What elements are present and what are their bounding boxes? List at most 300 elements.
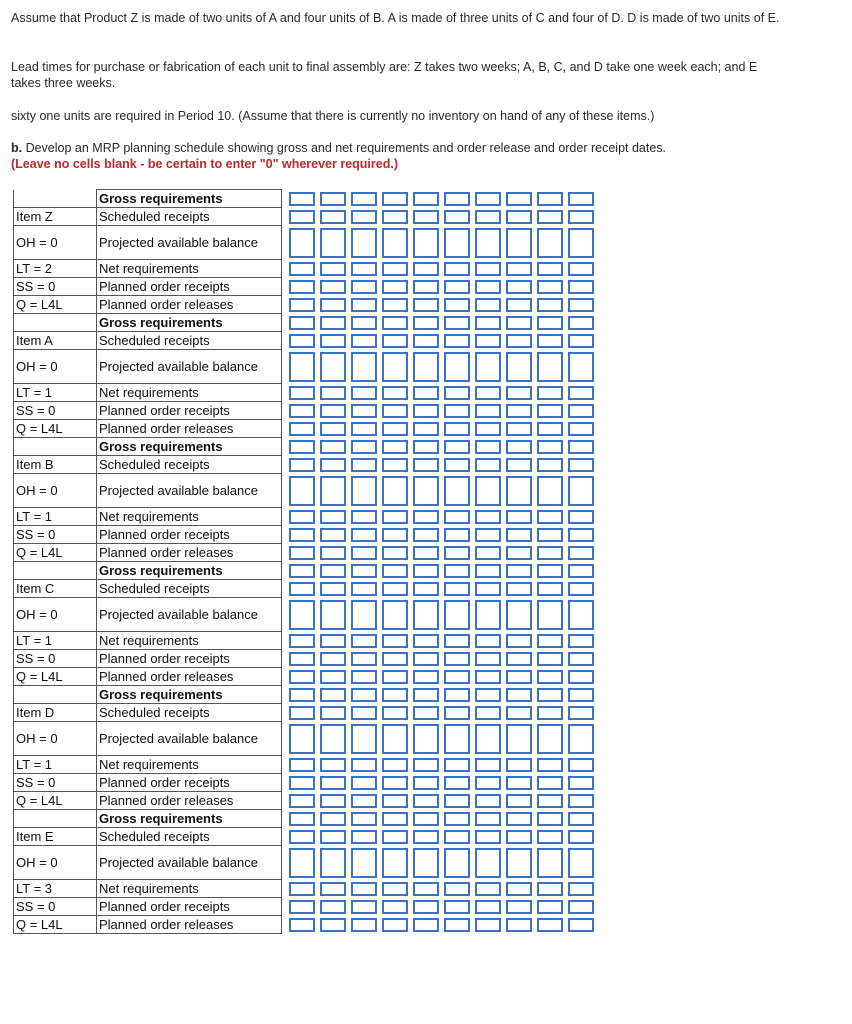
period-input[interactable]	[351, 280, 377, 294]
period-input[interactable]	[289, 280, 315, 294]
period-input[interactable]	[320, 280, 346, 294]
period-input[interactable]	[413, 582, 439, 596]
period-input[interactable]	[568, 280, 594, 294]
period-input[interactable]	[444, 422, 470, 436]
period-input[interactable]	[289, 812, 315, 826]
period-input[interactable]	[475, 404, 501, 418]
period-input[interactable]	[537, 812, 563, 826]
period-input[interactable]	[506, 582, 532, 596]
period-input[interactable]	[320, 476, 346, 506]
period-input[interactable]	[413, 280, 439, 294]
period-input[interactable]	[413, 688, 439, 702]
period-input[interactable]	[413, 404, 439, 418]
period-input[interactable]	[537, 882, 563, 896]
period-input[interactable]	[506, 900, 532, 914]
period-input[interactable]	[320, 528, 346, 542]
period-input[interactable]	[351, 882, 377, 896]
period-input[interactable]	[506, 458, 532, 472]
period-input[interactable]	[568, 316, 594, 330]
period-input[interactable]	[568, 404, 594, 418]
period-input[interactable]	[289, 546, 315, 560]
period-input[interactable]	[537, 848, 563, 878]
period-input[interactable]	[444, 776, 470, 790]
period-input[interactable]	[506, 600, 532, 630]
period-input[interactable]	[289, 794, 315, 808]
period-input[interactable]	[289, 334, 315, 348]
period-input[interactable]	[320, 334, 346, 348]
period-input[interactable]	[568, 298, 594, 312]
period-input[interactable]	[351, 830, 377, 844]
period-input[interactable]	[289, 386, 315, 400]
period-input[interactable]	[444, 848, 470, 878]
period-input[interactable]	[413, 262, 439, 276]
period-input[interactable]	[289, 918, 315, 932]
period-input[interactable]	[475, 882, 501, 896]
period-input[interactable]	[475, 386, 501, 400]
period-input[interactable]	[475, 758, 501, 772]
period-input[interactable]	[413, 812, 439, 826]
period-input[interactable]	[413, 298, 439, 312]
period-input[interactable]	[320, 776, 346, 790]
period-input[interactable]	[382, 262, 408, 276]
period-input[interactable]	[506, 634, 532, 648]
period-input[interactable]	[537, 794, 563, 808]
period-input[interactable]	[413, 352, 439, 382]
period-input[interactable]	[568, 706, 594, 720]
period-input[interactable]	[506, 280, 532, 294]
period-input[interactable]	[506, 192, 532, 206]
period-input[interactable]	[444, 528, 470, 542]
period-input[interactable]	[382, 440, 408, 454]
period-input[interactable]	[351, 404, 377, 418]
period-input[interactable]	[475, 528, 501, 542]
period-input[interactable]	[568, 688, 594, 702]
period-input[interactable]	[475, 582, 501, 596]
period-input[interactable]	[320, 582, 346, 596]
period-input[interactable]	[444, 386, 470, 400]
period-input[interactable]	[537, 546, 563, 560]
period-input[interactable]	[320, 758, 346, 772]
period-input[interactable]	[320, 228, 346, 258]
period-input[interactable]	[506, 848, 532, 878]
period-input[interactable]	[537, 228, 563, 258]
period-input[interactable]	[568, 848, 594, 878]
period-input[interactable]	[382, 476, 408, 506]
period-input[interactable]	[413, 458, 439, 472]
period-input[interactable]	[289, 758, 315, 772]
period-input[interactable]	[506, 688, 532, 702]
period-input[interactable]	[568, 830, 594, 844]
period-input[interactable]	[537, 528, 563, 542]
period-input[interactable]	[320, 830, 346, 844]
period-input[interactable]	[475, 652, 501, 666]
period-input[interactable]	[568, 228, 594, 258]
period-input[interactable]	[506, 262, 532, 276]
period-input[interactable]	[475, 670, 501, 684]
period-input[interactable]	[568, 758, 594, 772]
period-input[interactable]	[382, 228, 408, 258]
period-input[interactable]	[289, 352, 315, 382]
period-input[interactable]	[382, 528, 408, 542]
period-input[interactable]	[568, 670, 594, 684]
period-input[interactable]	[568, 440, 594, 454]
period-input[interactable]	[382, 830, 408, 844]
period-input[interactable]	[475, 192, 501, 206]
period-input[interactable]	[506, 794, 532, 808]
period-input[interactable]	[351, 334, 377, 348]
period-input[interactable]	[351, 440, 377, 454]
period-input[interactable]	[413, 528, 439, 542]
period-input[interactable]	[506, 228, 532, 258]
period-input[interactable]	[444, 510, 470, 524]
period-input[interactable]	[289, 670, 315, 684]
period-input[interactable]	[413, 724, 439, 754]
period-input[interactable]	[320, 724, 346, 754]
period-input[interactable]	[382, 918, 408, 932]
period-input[interactable]	[475, 262, 501, 276]
period-input[interactable]	[537, 758, 563, 772]
period-input[interactable]	[413, 600, 439, 630]
period-input[interactable]	[506, 724, 532, 754]
period-input[interactable]	[351, 458, 377, 472]
period-input[interactable]	[444, 600, 470, 630]
period-input[interactable]	[351, 706, 377, 720]
period-input[interactable]	[320, 848, 346, 878]
period-input[interactable]	[351, 210, 377, 224]
period-input[interactable]	[351, 510, 377, 524]
period-input[interactable]	[444, 724, 470, 754]
period-input[interactable]	[568, 352, 594, 382]
period-input[interactable]	[320, 794, 346, 808]
period-input[interactable]	[475, 510, 501, 524]
period-input[interactable]	[475, 918, 501, 932]
period-input[interactable]	[289, 528, 315, 542]
period-input[interactable]	[475, 476, 501, 506]
period-input[interactable]	[351, 262, 377, 276]
period-input[interactable]	[351, 528, 377, 542]
period-input[interactable]	[475, 228, 501, 258]
period-input[interactable]	[568, 422, 594, 436]
period-input[interactable]	[382, 794, 408, 808]
period-input[interactable]	[382, 458, 408, 472]
period-input[interactable]	[320, 440, 346, 454]
period-input[interactable]	[382, 422, 408, 436]
period-input[interactable]	[475, 794, 501, 808]
period-input[interactable]	[444, 812, 470, 826]
period-input[interactable]	[444, 918, 470, 932]
period-input[interactable]	[289, 652, 315, 666]
period-input[interactable]	[537, 900, 563, 914]
period-input[interactable]	[537, 582, 563, 596]
period-input[interactable]	[568, 776, 594, 790]
period-input[interactable]	[382, 334, 408, 348]
period-input[interactable]	[568, 334, 594, 348]
period-input[interactable]	[506, 812, 532, 826]
period-input[interactable]	[320, 404, 346, 418]
period-input[interactable]	[351, 918, 377, 932]
period-input[interactable]	[289, 688, 315, 702]
period-input[interactable]	[413, 510, 439, 524]
period-input[interactable]	[537, 670, 563, 684]
period-input[interactable]	[475, 210, 501, 224]
period-input[interactable]	[382, 546, 408, 560]
period-input[interactable]	[382, 316, 408, 330]
period-input[interactable]	[320, 706, 346, 720]
period-input[interactable]	[382, 652, 408, 666]
period-input[interactable]	[289, 724, 315, 754]
period-input[interactable]	[537, 440, 563, 454]
period-input[interactable]	[382, 882, 408, 896]
period-input[interactable]	[382, 848, 408, 878]
period-input[interactable]	[351, 352, 377, 382]
period-input[interactable]	[382, 900, 408, 914]
period-input[interactable]	[382, 670, 408, 684]
period-input[interactable]	[413, 634, 439, 648]
period-input[interactable]	[382, 812, 408, 826]
period-input[interactable]	[382, 192, 408, 206]
period-input[interactable]	[320, 652, 346, 666]
period-input[interactable]	[475, 688, 501, 702]
period-input[interactable]	[506, 546, 532, 560]
period-input[interactable]	[320, 600, 346, 630]
period-input[interactable]	[537, 918, 563, 932]
period-input[interactable]	[289, 776, 315, 790]
period-input[interactable]	[351, 316, 377, 330]
period-input[interactable]	[289, 316, 315, 330]
period-input[interactable]	[568, 192, 594, 206]
period-input[interactable]	[568, 794, 594, 808]
period-input[interactable]	[382, 510, 408, 524]
period-input[interactable]	[289, 458, 315, 472]
period-input[interactable]	[475, 848, 501, 878]
period-input[interactable]	[413, 670, 439, 684]
period-input[interactable]	[537, 830, 563, 844]
period-input[interactable]	[382, 600, 408, 630]
period-input[interactable]	[475, 776, 501, 790]
period-input[interactable]	[506, 882, 532, 896]
period-input[interactable]	[289, 422, 315, 436]
period-input[interactable]	[351, 634, 377, 648]
period-input[interactable]	[537, 706, 563, 720]
period-input[interactable]	[289, 582, 315, 596]
period-input[interactable]	[568, 262, 594, 276]
period-input[interactable]	[537, 600, 563, 630]
period-input[interactable]	[475, 316, 501, 330]
period-input[interactable]	[444, 706, 470, 720]
period-input[interactable]	[537, 688, 563, 702]
period-input[interactable]	[537, 316, 563, 330]
period-input[interactable]	[537, 724, 563, 754]
period-input[interactable]	[382, 352, 408, 382]
period-input[interactable]	[444, 546, 470, 560]
period-input[interactable]	[537, 510, 563, 524]
period-input[interactable]	[444, 352, 470, 382]
period-input[interactable]	[444, 688, 470, 702]
period-input[interactable]	[537, 564, 563, 578]
period-input[interactable]	[382, 724, 408, 754]
period-input[interactable]	[351, 564, 377, 578]
period-input[interactable]	[289, 192, 315, 206]
period-input[interactable]	[444, 280, 470, 294]
period-input[interactable]	[351, 192, 377, 206]
period-input[interactable]	[506, 776, 532, 790]
period-input[interactable]	[413, 706, 439, 720]
period-input[interactable]	[506, 510, 532, 524]
period-input[interactable]	[506, 564, 532, 578]
period-input[interactable]	[351, 670, 377, 684]
period-input[interactable]	[444, 210, 470, 224]
period-input[interactable]	[506, 440, 532, 454]
period-input[interactable]	[351, 848, 377, 878]
period-input[interactable]	[289, 210, 315, 224]
period-input[interactable]	[444, 298, 470, 312]
period-input[interactable]	[382, 386, 408, 400]
period-input[interactable]	[475, 564, 501, 578]
period-input[interactable]	[351, 652, 377, 666]
period-input[interactable]	[382, 634, 408, 648]
period-input[interactable]	[444, 334, 470, 348]
period-input[interactable]	[289, 900, 315, 914]
period-input[interactable]	[289, 564, 315, 578]
period-input[interactable]	[289, 262, 315, 276]
period-input[interactable]	[568, 546, 594, 560]
period-input[interactable]	[444, 670, 470, 684]
period-input[interactable]	[444, 440, 470, 454]
period-input[interactable]	[413, 440, 439, 454]
period-input[interactable]	[320, 262, 346, 276]
period-input[interactable]	[413, 476, 439, 506]
period-input[interactable]	[537, 280, 563, 294]
period-input[interactable]	[351, 546, 377, 560]
period-input[interactable]	[506, 706, 532, 720]
period-input[interactable]	[444, 458, 470, 472]
period-input[interactable]	[289, 228, 315, 258]
period-input[interactable]	[506, 528, 532, 542]
period-input[interactable]	[475, 706, 501, 720]
period-input[interactable]	[568, 634, 594, 648]
period-input[interactable]	[506, 316, 532, 330]
period-input[interactable]	[568, 386, 594, 400]
period-input[interactable]	[537, 476, 563, 506]
period-input[interactable]	[413, 882, 439, 896]
period-input[interactable]	[289, 848, 315, 878]
period-input[interactable]	[444, 476, 470, 506]
period-input[interactable]	[289, 404, 315, 418]
period-input[interactable]	[351, 228, 377, 258]
period-input[interactable]	[413, 776, 439, 790]
period-input[interactable]	[475, 440, 501, 454]
period-input[interactable]	[568, 476, 594, 506]
period-input[interactable]	[320, 510, 346, 524]
period-input[interactable]	[444, 228, 470, 258]
period-input[interactable]	[537, 404, 563, 418]
period-input[interactable]	[537, 422, 563, 436]
period-input[interactable]	[568, 918, 594, 932]
period-input[interactable]	[413, 192, 439, 206]
period-input[interactable]	[413, 848, 439, 878]
period-input[interactable]	[568, 900, 594, 914]
period-input[interactable]	[351, 298, 377, 312]
period-input[interactable]	[506, 386, 532, 400]
period-input[interactable]	[475, 422, 501, 436]
period-input[interactable]	[537, 776, 563, 790]
period-input[interactable]	[506, 352, 532, 382]
period-input[interactable]	[506, 652, 532, 666]
period-input[interactable]	[568, 812, 594, 826]
period-input[interactable]	[289, 600, 315, 630]
period-input[interactable]	[537, 262, 563, 276]
period-input[interactable]	[444, 316, 470, 330]
period-input[interactable]	[382, 298, 408, 312]
period-input[interactable]	[568, 582, 594, 596]
period-input[interactable]	[444, 404, 470, 418]
period-input[interactable]	[289, 476, 315, 506]
period-input[interactable]	[444, 830, 470, 844]
period-input[interactable]	[413, 228, 439, 258]
period-input[interactable]	[351, 582, 377, 596]
period-input[interactable]	[413, 210, 439, 224]
period-input[interactable]	[568, 564, 594, 578]
period-input[interactable]	[568, 458, 594, 472]
period-input[interactable]	[320, 882, 346, 896]
period-input[interactable]	[568, 882, 594, 896]
period-input[interactable]	[382, 758, 408, 772]
period-input[interactable]	[475, 900, 501, 914]
period-input[interactable]	[444, 634, 470, 648]
period-input[interactable]	[413, 900, 439, 914]
period-input[interactable]	[382, 564, 408, 578]
period-input[interactable]	[382, 776, 408, 790]
period-input[interactable]	[351, 688, 377, 702]
period-input[interactable]	[506, 918, 532, 932]
period-input[interactable]	[568, 652, 594, 666]
period-input[interactable]	[475, 458, 501, 472]
period-input[interactable]	[475, 280, 501, 294]
period-input[interactable]	[320, 352, 346, 382]
period-input[interactable]	[413, 422, 439, 436]
period-input[interactable]	[444, 794, 470, 808]
period-input[interactable]	[289, 706, 315, 720]
period-input[interactable]	[568, 600, 594, 630]
period-input[interactable]	[568, 510, 594, 524]
period-input[interactable]	[444, 882, 470, 896]
period-input[interactable]	[568, 528, 594, 542]
period-input[interactable]	[537, 634, 563, 648]
period-input[interactable]	[413, 316, 439, 330]
period-input[interactable]	[444, 262, 470, 276]
period-input[interactable]	[475, 546, 501, 560]
period-input[interactable]	[506, 422, 532, 436]
period-input[interactable]	[475, 634, 501, 648]
period-input[interactable]	[475, 830, 501, 844]
period-input[interactable]	[506, 298, 532, 312]
period-input[interactable]	[351, 812, 377, 826]
period-input[interactable]	[351, 476, 377, 506]
period-input[interactable]	[351, 386, 377, 400]
period-input[interactable]	[320, 422, 346, 436]
period-input[interactable]	[382, 280, 408, 294]
period-input[interactable]	[444, 652, 470, 666]
period-input[interactable]	[320, 688, 346, 702]
period-input[interactable]	[382, 688, 408, 702]
period-input[interactable]	[351, 776, 377, 790]
period-input[interactable]	[413, 758, 439, 772]
period-input[interactable]	[320, 210, 346, 224]
period-input[interactable]	[320, 458, 346, 472]
period-input[interactable]	[320, 918, 346, 932]
period-input[interactable]	[289, 298, 315, 312]
period-input[interactable]	[506, 758, 532, 772]
